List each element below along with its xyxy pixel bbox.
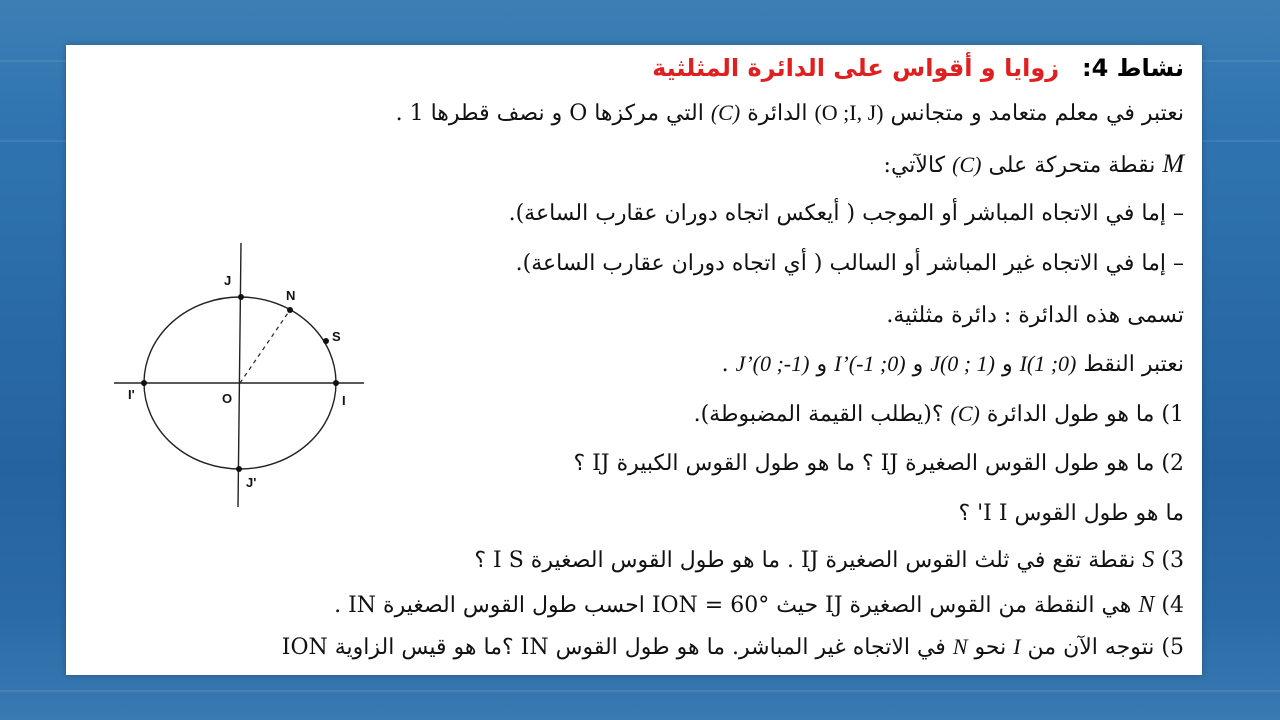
label-o: O xyxy=(222,391,233,406)
intro-text-2: الدائرة xyxy=(747,101,808,126)
question-1 xyxy=(694,399,1184,430)
intro-text-3: التي مركزها O و نصف قطرها 1 . xyxy=(395,101,704,126)
label-iprime: I' xyxy=(128,387,135,402)
radius-to-n xyxy=(240,310,290,383)
point-j-dot xyxy=(238,294,244,300)
moving-point-text-2: كالآتي: xyxy=(883,153,946,178)
circle-notation: (C) xyxy=(950,401,980,426)
document-page xyxy=(66,45,1202,675)
question-2b: ما هو طول القوس I I' ؟ xyxy=(958,501,1184,526)
point-m: M xyxy=(1162,149,1184,178)
point-jprime-coords: J’(0 ;-1) xyxy=(735,351,810,376)
intro-line xyxy=(396,98,1184,129)
activity-heading: زوايا و أقواس على الدائرة المثلثية xyxy=(652,54,1060,82)
points-line xyxy=(722,349,1184,380)
point-s-dot xyxy=(323,338,329,344)
question-1-text-1: ما هو طول الدائرة xyxy=(986,402,1155,427)
label-s: S xyxy=(332,329,341,344)
trig-circle-diagram xyxy=(106,235,376,515)
point-n-dot xyxy=(287,307,293,313)
label-i: I xyxy=(342,393,346,408)
circle-notation: (C) xyxy=(952,152,982,177)
question-5-text-3: في الاتجاه غير المباشر. ما هو طول القوس IN ؟ما هو قيس الزاوية ION xyxy=(281,635,946,660)
naming-line: تسمى هذه الدائرة : دائرة مثلثية. xyxy=(886,303,1184,328)
conjunction: و xyxy=(912,352,924,377)
question-number: 4) xyxy=(1161,593,1184,618)
activity-number: نشاط 4: xyxy=(1081,54,1184,82)
point-jprime-dot xyxy=(236,466,242,472)
question-5 xyxy=(282,632,1184,663)
point-n: N xyxy=(1138,592,1155,618)
question-2: 2) ما هو طول القوس الصغيرة IJ ؟ ما هو طول القوس الكبيرة IJ ؟ xyxy=(573,451,1184,476)
points-text: نعتبر النقط xyxy=(1083,352,1184,377)
label-jprime: J' xyxy=(246,475,257,490)
bullet-indirect: – إما في الاتجاه غير المباشر أو السالب ( أي اتجاه دوران عقارب الساعة). xyxy=(515,251,1184,276)
conjunction: و xyxy=(1001,352,1013,377)
circle-notation: (C) xyxy=(710,100,741,125)
question-5-text-2: نحو xyxy=(974,635,1007,660)
question-number: 1) xyxy=(1161,402,1184,427)
period: . xyxy=(721,352,729,377)
question-1-text-2: ؟(يطلب القيمة المضبوطة). xyxy=(693,402,944,427)
label-j: J xyxy=(224,273,232,288)
point-s: S xyxy=(1142,547,1155,573)
moving-point-text-1: نقطة متحركة على xyxy=(988,153,1156,178)
question-4 xyxy=(334,590,1184,621)
activity-title xyxy=(652,53,1184,83)
moving-point-line xyxy=(884,149,1184,181)
bullet-direct: – إما في الاتجاه المباشر أو الموجب ( أيعكس اتجاه دوران عقارب الساعة). xyxy=(508,201,1184,226)
intro-text-1: نعتبر في معلم متعامد و متجانس xyxy=(890,101,1184,126)
question-4-text: هي النقطة من القوس الصغيرة IJ حيث ION = 60° احسب طول القوس الصغيرة IN . xyxy=(334,593,1132,618)
question-number: 3) xyxy=(1161,548,1184,573)
label-n: N xyxy=(286,288,296,303)
conjunction: و xyxy=(816,352,828,377)
point-iprime-coords: I’(-1 ;0) xyxy=(834,351,906,376)
question-3 xyxy=(474,545,1184,576)
question-number: 5) xyxy=(1161,635,1184,660)
point-i-coords: I(1 ;0) xyxy=(1019,351,1077,376)
point-i-dot xyxy=(333,380,339,386)
point-iprime-dot xyxy=(141,380,147,386)
point-n: N xyxy=(952,634,968,659)
point-i: I xyxy=(1013,634,1021,659)
question-3-text: نقطة تقع في ثلث القوس الصغيرة IJ . ما هو طول القوس الصغيرة I S ؟ xyxy=(474,548,1136,573)
frame-notation: (O ;I, J) xyxy=(814,100,884,125)
question-5-text-1: نتوجه الآن من xyxy=(1027,635,1155,660)
point-j-coords: J(0 ; 1) xyxy=(930,351,995,376)
